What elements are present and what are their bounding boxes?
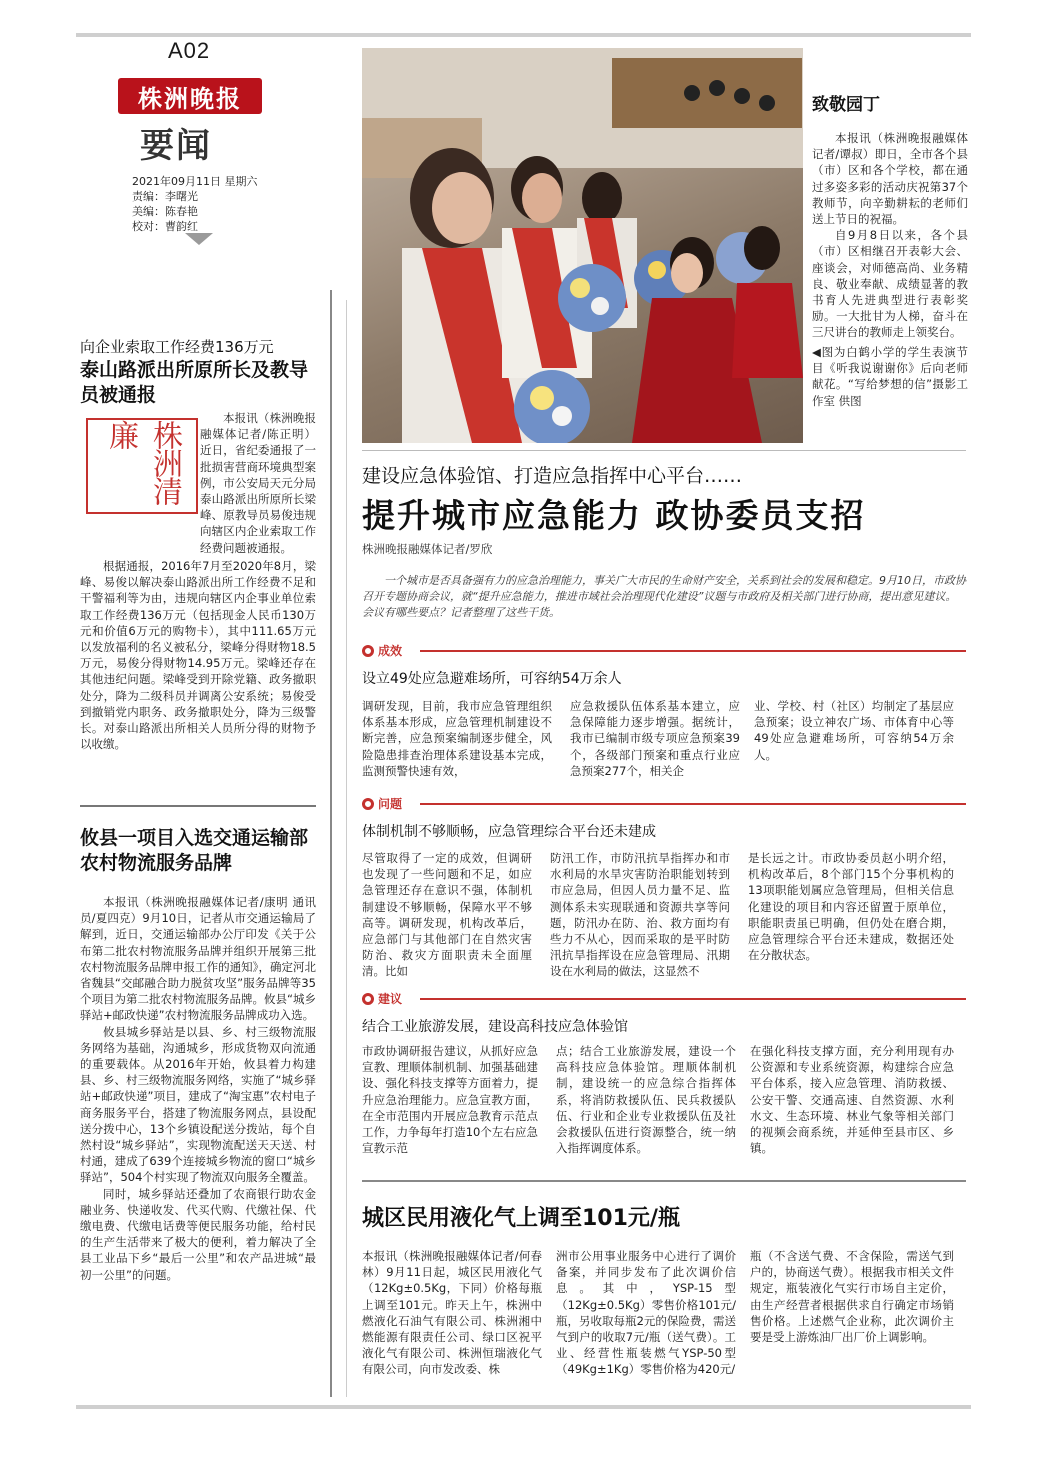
section-column: 应急救援队伍体系基本建立，应急保障能力逐步增强。据统计，我市已编制市级专项应急预案39个，各级部门预案和重点行业应急预案277个，相关企 [570,699,740,778]
section-rule [420,803,966,805]
chevron-down-icon [185,233,213,245]
meta-designer: 美编：陈春艳 [132,205,198,218]
masthead-meta [132,174,258,234]
section-subtitle: 设立49处应急避难场所，可容纳54万余人 [362,671,622,687]
feature-title: 致敬园丁 [812,95,880,115]
clean-government-seal: 株洲清廉 [86,418,198,514]
bullet-icon [362,993,374,1005]
section-tag-label: 成效 [378,644,403,658]
feature-paragraph: 本报讯（株洲晚报融媒体记者/谭叔）即日，全市各个县（市）区和各个学校，都在通过多姿多彩的活动庆祝第37个教师节，向辛勤耕耘的老师们送上节日的祝福。 [812,131,968,227]
section-rule [420,998,966,1000]
section-column: 点；结合工业旅游发展，建设一个高科技应急体验馆。理顺体制机制，建设统一的应急综合指挥体系，将消防救援队伍、民兵救援队伍、行业和企业专业救援队伍及社会救援队伍进行资源整合，统一纳入指挥调度体系。 [556,1044,736,1156]
section-subtitle: 结合工业旅游发展，建设高科技应急体验馆 [362,1019,628,1035]
section-column: 业、学校、村（社区）均制定了基层应急预案；设立神农广场、市体育中心等49处应急避难场所，可容纳54万余人。 [754,699,954,762]
section-subtitle: 体制机制不够顺畅，应急管理综合平台还未建成 [362,824,656,840]
left-story1-kicker: 向企业索取工作经费136万元 [80,338,274,356]
section-rule [420,650,966,652]
left-story1-title: 泰山路派出所原所长及教导员被通报 [80,359,309,406]
column-divider [330,290,332,1397]
bullet-icon [362,645,374,657]
photo-caption: ◀图为白鹤小学的学生表演节目《听我说谢谢你》后向老师献花。“写给梦想的信”摄影工作室 供图 [812,345,968,408]
gas-column: 洲市公用事业服务中心进行了调价备案，并同步发布了此次调价信息。其中，YSP-15型（12Kg±0.5Kg）零售价格101元/瓶，另收取每瓶2元的保险费，需送气到户的收取7元/瓶（送气费）。工业、经营性瓶装燃气YSP-50型（49Kg±1Kg）零售价格为420元/ [556,1249,736,1377]
gas-column: 本报讯（株洲晚报融媒体记者/何春林）9月11日起，城区民用液化气（12Kg±0.5Kg，下同）价格每瓶上调至101元。昨天上午，株洲中燃液化石油气有限公司、株洲湘中燃能源有限责任公司、绿口区祝平液化气有限公司、株洲恒瑞液化气有限公司，向市发改委、株 [362,1249,542,1377]
left-story1-lead [200,410,316,556]
feature-paragraph: 自9月8日以来，各个县（市）区相继召开表彰大会、座谈会，对师德高尚、业务精良、敬业奉献、成绩显著的教书育人先进典型进行表彰奖励。一大批甘为人梯，奋斗在三尺讲台的教师走上领奖台。 [812,228,968,340]
section-tag [362,990,402,1007]
section-title: 要闻 [140,126,212,166]
gas-title: 城区民用液化气上调至101元/瓶 [362,1206,680,1231]
main-byline: 株洲晚报融媒体记者/罗欣 [362,542,493,556]
newspaper-logo: 株洲晚报 [118,78,262,114]
section-column: 市政协调研报告建议，从抓好应急宣教、理顺体制机制、加强基础建设、强化科技支撑等方面着力，提升应急治理能力。应急宣教方面，在全市范围内开展应急教育示范点工作，力争每年打造10个左右应急宣教示范 [362,1044,538,1156]
left-story2-body [80,894,316,1283]
main-kicker: 建设应急体验馆、打造应急指挥中心平台…… [362,465,743,487]
left-story2-title: 攸县一项目入选交通运输部农村物流服务品牌 [80,827,309,874]
main-top-rule [362,450,966,451]
bottom-rule [76,1405,971,1409]
bullet-icon [362,798,374,810]
meta-date: 2021年09月11日 星期六 [132,175,258,188]
main-title: 提升城市应急能力 政协委员支招 [362,496,866,535]
gas-column: 瓶（不含送气费、不含保险，需送气到户的，协商送气费）。根据我市相关文件规定，瓶装液化气实行市场自主定价，由生产经营者根据供求自行确定市场销售价格。上述燃气企业称，此次调价主要是受上游炼油厂出厂价上调影响。 [750,1249,954,1345]
photo-illustration [362,48,803,443]
section-column: 尽管取得了一定的成效，但调研也发现了一些问题和不足，如应急管理还存在意识不强，体制机制建设不够顺畅，保障水平不够高等。调研发现，机构改革后，应急部门与其他部门在自然灾害防治、救灾方面职责未全面厘清。比如 [362,851,532,979]
section-column: 是长远之计。市政协委员赵小明介绍，机构改革后，8个部门15个分事机构的13项职能划属应急管理局，但相关信息化建设的项目和内容还留置于原单位，职能职责虽已明确，但仍处在磨合期，应急管理综合平台还未建成，数据还处在分散状态。 [748,851,954,963]
left-story1-paragraph: 根据通报，2016年7月至2020年8月，梁峰、易俊以解决泰山路派出所工作经费不足和干警福利等为由，违规向辖区内企事业单位索取工作经费136万元（包括现金人民币130万元和价值6万元的购物卡），其中111.65万元以发放福利的名义被私分，梁峰分得财物18.5万元，易俊分得财物14.95万元。梁峰还存在其他违纪问题。梁峰受到开除党籍、政务撤职处分，降为二级科员并调离公安系统；易俊受到撤销党内职务、政务撤职处分，降为三级警长。对泰山路派出所相关人员所分得的财物予以收缴。 [80,559,316,752]
meta-proofreader: 校对：曹韵红 [132,220,198,233]
feature-body [812,130,968,341]
left-story2-paragraph: 攸县城乡驿站是以县、乡、村三级物流服务网络为基础，沟通城乡，形成货物双向流通的重要载体。从2016年开始，攸县着力构建县、乡、村三级物流服务网络，实施了“城乡驿站+邮政快递”项目，建成了“淘宝惠”农村电子商务服务平台，搭建了物流服务网点，县设配送分拨中心，13个乡镇设配送分拨站，每个自然村设“城乡驿站”，实现物流配送天天送、村村通，建成了639个连接城乡物流的窗口“城乡驿站”，504个村实现了物流双向服务全覆盖。 [80,1024,316,1185]
section-tag-label: 建议 [378,992,403,1006]
left-story2-paragraph: 本报讯（株洲晚报融媒体记者/康明 通讯员/夏四克）9月10日，记者从市交通运输局了解到，近日，交通运输部办公厅印发《关于公布第二批农村物流服务品牌并组织开展第三批农村物流服务品牌申报工作的通知》，确定河北省魏县“交邮融合助力脱贫攻坚”服务品牌等35个项目为第二批农村物流服务品牌。攸县“城乡驿站+邮政快递”农村物流服务品牌成功入选。 [80,895,316,1023]
section-tag-label: 问题 [378,797,403,811]
main-intro: 一个城市是否具备强有力的应急治理能力，事关广大市民的生命财产安全，关系到社会的发展和稳定。9月10日，市政协召开专题协商会议，就“提升应急能力，推进市域社会治理现代化建设”议题与市政府及相关部门进行协商，提出意见建议。会议有哪些要点？记者整理了这些干货。 [362,574,966,619]
left-divider [80,805,316,807]
column-divider-thin [346,300,347,1397]
left-story1-body [80,558,316,752]
gas-top-rule [362,1180,966,1182]
left-story2-paragraph: 同时，城乡驿站还叠加了农商银行助农金融业务、快递收发、代买代购、代缴社保、代缴电费、代缴电话费等便民服务功能，给村民的生产生活带来了极大的便利，着力解决了全县工业品下乡“最后一公里”和农产品进城“最初一公里”的问题。 [80,1186,316,1282]
section-column: 防汛工作，市防汛抗旱指挥办和市水利局的水旱灾害防治职能划转到市应急局，但因人员力量不足、监测体系未实现联通和资源共享等问题，防汛办在防、治、救方面均有些力不从心，因而采取的是平时防汛抗旱指挥设在应急管理局、汛期设在水利局的做法，这显然不 [550,851,730,979]
teachers-day-photo [362,48,803,443]
section-column: 调研发现，目前，我市应急管理组织体系基本形成，应急管理机制建设不断完善，应急预案编制逐步健全，风险隐患排查治理体系建设基本完成，监测预警快速有效， [362,699,552,778]
left-story1-paragraph: 本报讯（株洲晚报融媒体记者/陈正明）近日，省纪委通报了一批损害营商环境典型案例，市公安局天元分局泰山路派出所原所长梁峰、原教导员易俊违规向辖区内企业索取工作经费问题被通报。 [200,411,316,555]
page-number: A02 [168,38,211,63]
section-tag [362,642,402,659]
meta-editor: 责编：李曙光 [132,190,198,203]
top-rule [76,33,971,37]
section-column: 在强化科技支撑方面，充分利用现有办公资源和专业系统资源，构建综合应急平台体系，接入应急管理、消防救援、公安干警、交通高速、自然资源、水利水文、生态环境、林业气象等相关部门的视频会商系统，并延伸至县市区、乡镇。 [750,1044,954,1156]
section-tag [362,795,402,812]
